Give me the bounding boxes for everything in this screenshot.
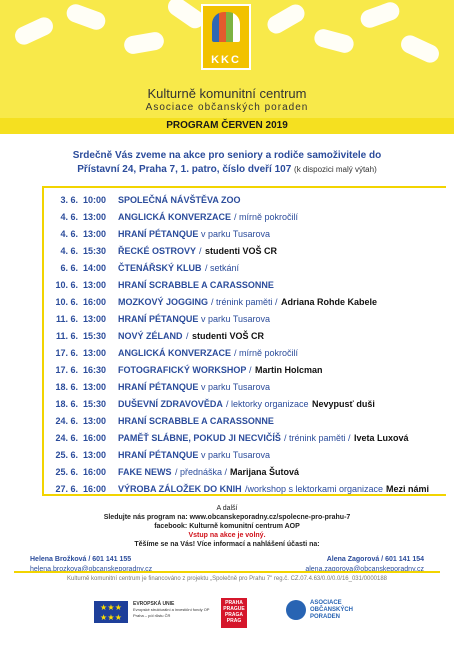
praha-logo: PRAHA PRAGUE PRAGA PRAG <box>221 598 247 628</box>
logo-text: KKC <box>211 54 241 66</box>
event-person: Nevypusť duši <box>312 399 375 409</box>
hand-decoration <box>64 2 108 33</box>
org-name: Kulturně komunitní centrum <box>147 86 307 101</box>
event-title: PAMĚŤ SLÁBNE, POKUD JI NECVIČÍŠ <box>118 433 281 443</box>
event-title: HRANÍ PÉTANQUE <box>118 450 199 460</box>
event-title: HRANÍ PÉTANQUE <box>118 229 199 239</box>
event-detail: / setkání <box>205 263 240 273</box>
event-date: 25. 6. <box>55 467 78 477</box>
event-date: 11. 6. <box>55 314 78 324</box>
event-date: 10. 6. <box>55 297 78 307</box>
event-time: 16:00 <box>83 467 107 477</box>
event-date: 3. 6. <box>60 195 78 205</box>
event-title: FAKE NEWS <box>118 467 172 477</box>
event-person: studenti VOŠ CR <box>205 246 278 256</box>
event-time: 16:00 <box>83 484 107 494</box>
aop-logo-icon <box>286 600 306 620</box>
org-subtitle: Asociace občanských poraden <box>145 102 309 113</box>
event-time: 13:00 <box>83 382 107 392</box>
event-date: 4. 6. <box>60 229 78 239</box>
event-title: ŘECKÉ OSTROVY <box>118 246 197 256</box>
event-title: NOVÝ ZÉLAND <box>118 331 183 341</box>
hand-decoration <box>358 0 402 30</box>
hero-banner <box>0 0 454 118</box>
footer-web[interactable]: Sledujte nás program na: www.obcanskeporadny.cz/spolecne-pro-prahu-7 <box>103 514 351 521</box>
free-entry-note: Vstup na akce je volný. <box>188 532 266 539</box>
aop-name: ASOCIACE OBČANSKÝCH PORADEN <box>310 600 354 620</box>
event-time: 13:00 <box>83 280 107 290</box>
funding-note: Kulturně komunitní centrum je financováno z projektu „Společně pro Prahu 7" reg.č. CZ.07.4.63/0.0/0.0/16_031/0000188 <box>67 576 387 582</box>
invite-address: Přístavní 24, Praha 7, 1. patro, číslo dveří 107 <box>77 164 292 175</box>
event-person: Mezi námi <box>386 484 430 494</box>
event-title: VÝROBA ZÁLOŽEK DO KNIH <box>118 484 242 494</box>
event-title: HRANÍ SCRABBLE A CARASSONNE <box>118 280 274 290</box>
event-title: HRANÍ PÉTANQUE <box>118 314 199 324</box>
event-title: MOZKOVÝ JOGGING <box>118 297 209 307</box>
hand-decoration <box>312 27 355 55</box>
event-date: 17. 6. <box>55 348 78 358</box>
event-detail: v parku Tusarova <box>201 229 271 239</box>
event-date: 17. 6. <box>55 365 78 375</box>
footer-info <box>0 504 454 549</box>
footer-more: A další <box>216 505 238 512</box>
event-time: 15:30 <box>83 246 107 256</box>
event-time: 16:30 <box>83 365 107 375</box>
event-detail: / mírně pokročilí <box>234 212 299 222</box>
event-date: 24. 6. <box>55 433 78 443</box>
event-date: 27. 6. <box>55 484 78 494</box>
event-date: 4. 6. <box>60 246 78 256</box>
event-detail: / přednáška / <box>175 467 228 477</box>
contact-right-email[interactable]: alena.zagorova@obcanskeporadny.cz <box>305 566 424 573</box>
footer-divider <box>14 571 440 573</box>
event-title: FOTOGRAFICKÝ WORKSHOP <box>118 365 247 375</box>
event-person: studenti VOŠ CR <box>192 331 265 341</box>
event-title: ANGLICKÁ KONVERZACE <box>118 348 232 358</box>
event-detail: / mírně pokročilí <box>234 348 299 358</box>
event-time: 14:00 <box>83 263 107 273</box>
event-time: 15:30 <box>83 399 107 409</box>
eu-sub: Evropské strukturální a investiční fondy OP Praha – pól růstu ČR <box>133 607 210 618</box>
invite-note: (k dispozici malý výtah) <box>294 165 377 174</box>
invite-line-2 <box>0 163 454 177</box>
event-title: HRANÍ SCRABBLE A CARASSONNE <box>118 416 274 426</box>
event-date: 18. 6. <box>55 382 78 392</box>
event-person: Marijana Šutová <box>230 467 300 477</box>
event-detail: / <box>186 331 189 341</box>
event-detail: / trénink paměti / <box>211 297 278 307</box>
event-date: 11. 6. <box>55 331 78 341</box>
contact-left-name: Helena Brožková / 601 141 155 <box>30 556 132 563</box>
eu-text <box>133 601 213 619</box>
event-title: DUŠEVNÍ ZDRAVOVĚDA <box>118 399 223 409</box>
event-date: 18. 6. <box>55 399 78 409</box>
event-title: HRANÍ PÉTANQUE <box>118 382 199 392</box>
event-time: 15:30 <box>83 331 107 341</box>
event-time: 16:00 <box>83 433 107 443</box>
event-detail: / trénink paměti / <box>284 433 351 443</box>
contact-line: Těšíme se na Vás! Více informací a nahlášení účasti na: <box>134 541 320 548</box>
footer-facebook[interactable]: facebook: Kulturně komunitní centrum AOP <box>154 523 300 530</box>
invitation <box>0 149 454 177</box>
hand-decoration <box>264 1 308 37</box>
schedule-list <box>42 186 446 496</box>
event-date: 25. 6. <box>55 450 78 460</box>
contact-right-name: Alena Zagorová / 601 141 154 <box>326 556 424 563</box>
event-time: 13:00 <box>83 314 107 324</box>
hands-logo-icon <box>212 12 240 42</box>
event-detail: v parku Tusarova <box>201 450 271 460</box>
invite-line-1: Srdečně Vás zveme na akce pro seniory a rodiče samoživitele do <box>72 150 382 161</box>
event-title: ČTENÁŘSKÝ KLUB <box>118 263 202 273</box>
contact-left-email[interactable]: helena.brozkova@obcanskeporadny.cz <box>30 566 153 573</box>
event-person: Martin Holcman <box>255 365 323 375</box>
event-detail: / lektorky organizace <box>226 399 309 409</box>
eu-label: EVROPSKÁ UNIE <box>133 601 175 607</box>
event-date: 6. 6. <box>60 263 78 273</box>
program-title: PROGRAM ČERVEN 2019 <box>0 118 454 134</box>
hand-decoration <box>398 32 442 65</box>
event-time: 10:00 <box>83 195 107 205</box>
event-time: 13:00 <box>83 348 107 358</box>
event-detail: / <box>249 365 252 375</box>
hand-decoration <box>123 31 166 56</box>
event-person: Adriana Rohde Kabele <box>281 297 378 307</box>
event-detail: / <box>199 246 202 256</box>
hand-decoration <box>12 14 56 47</box>
event-detail: v parku Tusarova <box>201 314 271 324</box>
event-date: 4. 6. <box>60 212 78 222</box>
event-time: 13:00 <box>83 229 107 239</box>
event-person: Iveta Luxová <box>354 433 409 443</box>
event-time: 13:00 <box>83 212 107 222</box>
event-date: 24. 6. <box>55 416 78 426</box>
event-time: 13:00 <box>83 416 107 426</box>
event-title: ANGLICKÁ KONVERZACE <box>118 212 232 222</box>
event-time: 16:00 <box>83 297 107 307</box>
event-detail: /workshop s lektorkami organizace <box>245 484 384 494</box>
event-time: 13:00 <box>83 450 107 460</box>
event-detail: v parku Tusarova <box>201 382 271 392</box>
kkc-logo <box>201 4 251 70</box>
event-title: SPOLEČNÁ NÁVŠTĚVA ZOO <box>118 195 241 205</box>
event-date: 10. 6. <box>55 280 78 290</box>
eu-flag-icon: ★ ★ ★ ★ ★ ★ <box>94 601 128 623</box>
